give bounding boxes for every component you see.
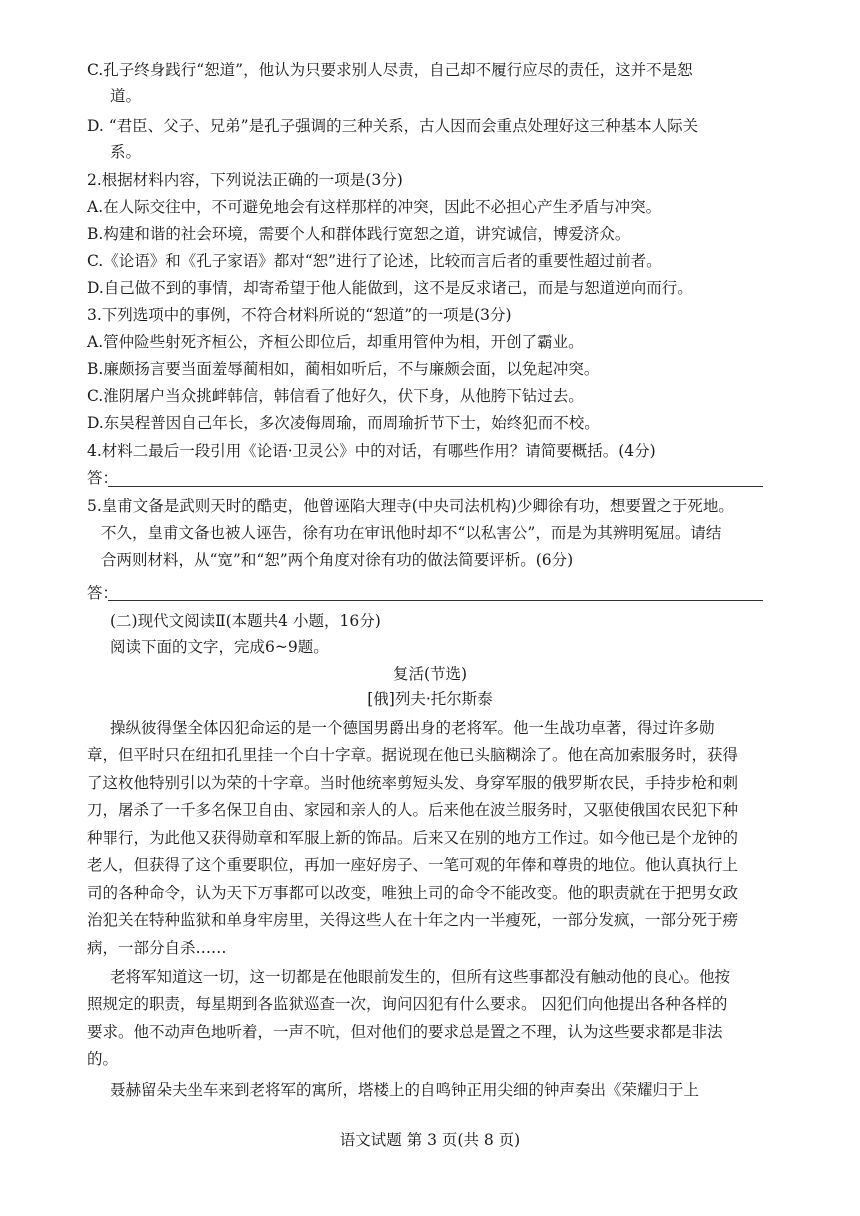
page-footer: 语文试题 第 3 页(共 8 页) bbox=[339, 1131, 521, 1149]
passage-p1-line2: 章，但平时只在纽扣孔里挂一个白十字章。据说现在他已头脑糊涂了。他在高加索服务时，获得 bbox=[87, 746, 739, 764]
q4-answer-line[interactable] bbox=[108, 486, 763, 487]
q3-option-d: D.东吴程普因自己年长，多次凌侮周瑜，而周瑜折节下士，始终犯而不校。 bbox=[87, 414, 600, 432]
q1-option-d-line2: 系。 bbox=[110, 143, 142, 161]
passage-p1-line9: 病，一部分自杀…… bbox=[87, 939, 227, 957]
q5-answer-label: 答： bbox=[87, 584, 119, 602]
passage-p1-line8: 治犯关在特种监狱和单身牢房里，关得这些人在十年之内一半瘦死，一部分发疯，一部分死于痨 bbox=[87, 911, 739, 929]
section2-heading: (二)现代文阅读Ⅱ(本题共4 小题，16分) bbox=[110, 612, 381, 630]
passage-p1-line3: 了这枚他特别引以为荣的十字章。当时他统率剪短头发、身穿军服的俄罗斯农民，手持步枪和刺 bbox=[87, 774, 739, 792]
q3-option-b: B.廉颇扬言要当面羞辱蔺相如，蔺相如听后，不与廉颇会面，以免起冲突。 bbox=[87, 360, 600, 378]
passage-p2-line4: 的。 bbox=[87, 1050, 119, 1068]
passage-p2-line2: 照规定的职责，每星期到各监狱巡查一次，询问囚犯有什么要求。 囚犯们向他提出各种各样的 bbox=[87, 995, 728, 1013]
passage-p2-line3: 要求。他不动声色地听着，一声不吭，但对他们的要求总是置之不理，认为这些要求都是非法 bbox=[87, 1023, 723, 1041]
section2-instruction: 阅读下面的文字，完成6~9题。 bbox=[110, 638, 329, 656]
q5-line1: 5.皇甫文备是武则天时的酷吏，他曾诬陷大理寺(中央司法机构)少卿徐有功，想要置之于死地。 bbox=[87, 497, 734, 515]
passage-p1-line4: 刀，屠杀了一千多名保卫自由、家园和亲人的人。后来他在波兰服务时，又驱使俄国农民犯下种 bbox=[87, 801, 739, 819]
q1-option-c-line2: 道。 bbox=[110, 87, 142, 105]
passage-p2-line1: 老将军知道这一切，这一切都是在他眼前发生的，但所有这些事都没有触动他的良心。他按 bbox=[110, 968, 731, 986]
passage-p1-line5: 种罪行，为此他又获得勋章和军服上新的饰品。后来又在别的地方工作过。如今他已是个龙钟的 bbox=[87, 829, 739, 847]
q2-stem: 2.根据材料内容，下列说法正确的一项是(3分) bbox=[87, 171, 403, 189]
passage-title: 复活(节选) bbox=[392, 665, 468, 683]
q2-option-a: A.在人际交往中，不可避免地会有这样那样的冲突，因此不必担心产生矛盾与冲突。 bbox=[87, 198, 662, 216]
passage-author: [俄]列夫·托尔斯泰 bbox=[367, 690, 493, 708]
q2-option-c: C.《论语》和《孔子家语》都对“恕”进行了论述，比较而言后者的重要性超过前者。 bbox=[87, 252, 662, 270]
q3-stem: 3.下列选项中的事例，不符合材料所说的“恕道”的一项是(3分) bbox=[87, 306, 512, 324]
q5-line2: 不久，皇甫文备也被人诬告，徐有功在审讯他时却不“以私害公”，而是为其辨明冤屈。请结 bbox=[101, 524, 722, 542]
passage-p1-line1: 操纵彼得堡全体囚犯命运的是一个德国男爵出身的老将军。他一生战功卓著，得过许多勋 bbox=[110, 719, 715, 737]
q2-option-d: D.自己做不到的事情，却寄希望于他人能做到，这不是反求诸己，而是与恕道逆向而行。 bbox=[87, 279, 693, 297]
passage-p3-line1: 聂赫留朵夫坐车来到老将军的寓所，塔楼上的自鸣钟正用尖细的钟声奏出《荣耀归于上 bbox=[110, 1081, 700, 1099]
passage-p1-line7: 司的各种命令，认为天下万事都可以改变，唯独上司的命令不能改变。他的职责就在于把男女政 bbox=[87, 884, 739, 902]
q4-stem: 4.材料二最后一段引用《论语·卫灵公》中的对话，有哪些作用？请简要概括。(4分) bbox=[87, 442, 656, 460]
q5-answer-line[interactable] bbox=[108, 600, 763, 601]
passage-p1-line6: 老人，但获得了这个重要职位，再加一座好房子、一笔可观的年俸和尊贵的地位。他认真执行上 bbox=[87, 856, 739, 874]
q5-line3: 合两则材料，从“宽”和“恕”两个角度对徐有功的做法简要评析。(6分) bbox=[101, 551, 574, 569]
q1-option-c-line1: C.孔子终身践行“恕道”，他认为只要求别人尽责，自己却不履行应尽的责任，这并不是恕 bbox=[87, 61, 693, 79]
q1-option-d-line1: D. “君臣、父子、兄弟”是孔子强调的三种关系，古人因而会重点处理好这三种基本人际关 bbox=[87, 117, 699, 135]
q3-option-c: C.淮阴屠户当众挑衅韩信，韩信看了他好久，伏下身，从他胯下钻过去。 bbox=[87, 387, 584, 405]
q2-option-b: B.构建和谐的社会环境，需要个人和群体践行宽恕之道，讲究诚信，博爱济众。 bbox=[87, 225, 631, 243]
q4-answer-label: 答： bbox=[87, 469, 119, 487]
q3-option-a: A.管仲险些射死齐桓公，齐桓公即位后，却重用管仲为相，开创了霸业。 bbox=[87, 333, 584, 351]
